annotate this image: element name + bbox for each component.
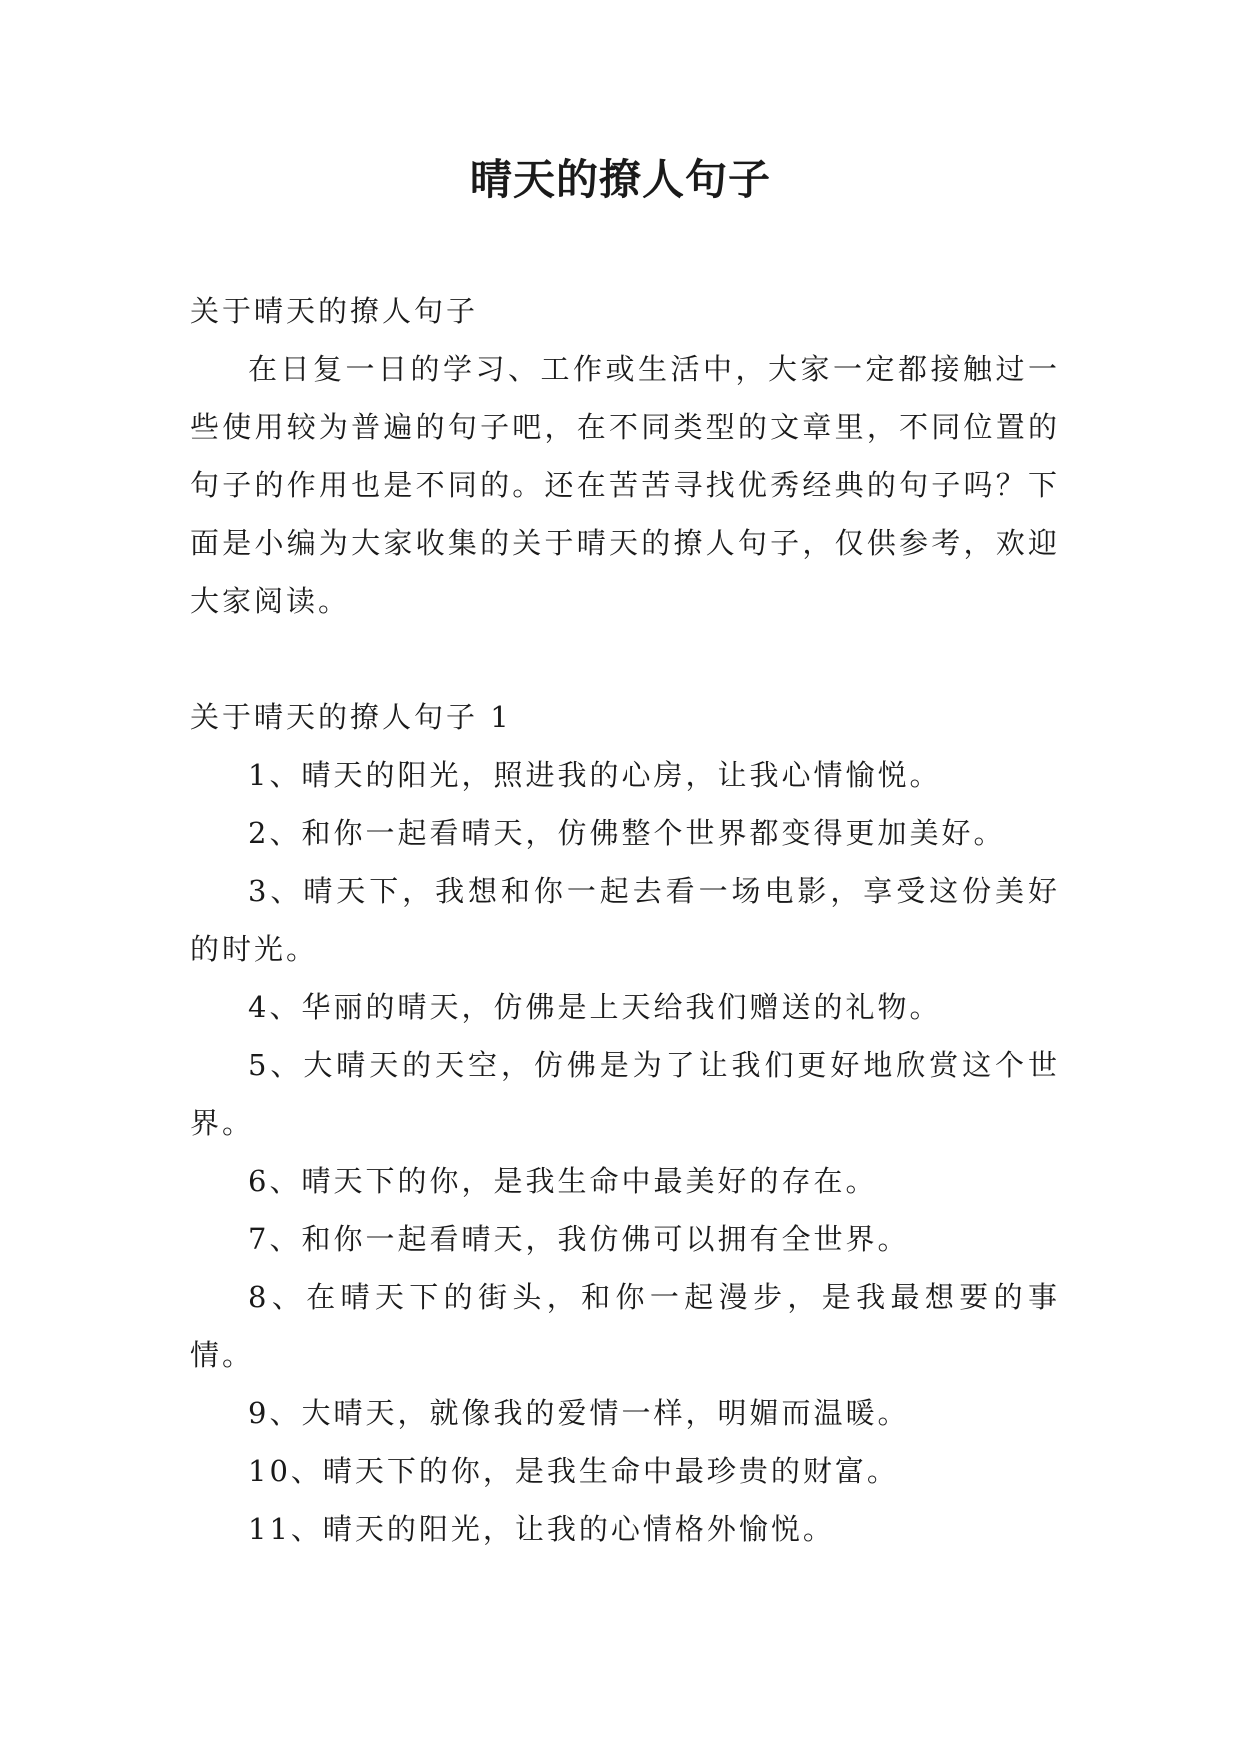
list-item: 6、晴天下的你，是我生命中最美好的存在。 xyxy=(248,1164,878,1198)
list-item: 3、晴天下，我想和你一起去看一场电影，享受这份美好的时光。 xyxy=(190,874,1060,966)
paragraph-gap xyxy=(190,630,1060,688)
list-item: 5、大晴天的天空，仿佛是为了让我们更好地欣赏这个世界。 xyxy=(190,1048,1060,1140)
list-item: 10、晴天下的你，是我生命中最珍贵的财富。 xyxy=(248,1454,899,1488)
list-item: 4、华丽的晴天，仿佛是上天给我们赠送的礼物。 xyxy=(248,990,942,1024)
subtitle: 关于晴天的撩人句子 xyxy=(190,294,479,328)
section-heading: 关于晴天的撩人句子 1 xyxy=(190,700,512,734)
document-body xyxy=(190,282,1060,1558)
list-item: 9、大晴天，就像我的爱情一样，明媚而温暖。 xyxy=(248,1396,910,1430)
list-item: 2、和你一起看晴天，仿佛整个世界都变得更加美好。 xyxy=(248,816,1006,850)
list-item: 1、晴天的阳光，照进我的心房，让我心情愉悦。 xyxy=(248,758,942,792)
list-item: 7、和你一起看晴天，我仿佛可以拥有全世界。 xyxy=(248,1222,910,1256)
page-title: 晴天的撩人句子 xyxy=(469,155,771,204)
list-item: 11、晴天的阳光，让我的心情格外愉悦。 xyxy=(248,1512,835,1546)
list-item: 8、在晴天下的街头，和你一起漫步，是我最想要的事情。 xyxy=(190,1280,1060,1372)
intro-paragraph: 在日复一日的学习、工作或生活中，大家一定都接触过一些使用较为普遍的句子吧，在不同类型的文章里，不同位置的句子的作用也是不同的。还在苦苦寻找优秀经典的句子吗？下面是小编为大家收集的关于晴天的撩人句子，仅供参考，欢迎大家阅读。 xyxy=(190,352,1060,618)
